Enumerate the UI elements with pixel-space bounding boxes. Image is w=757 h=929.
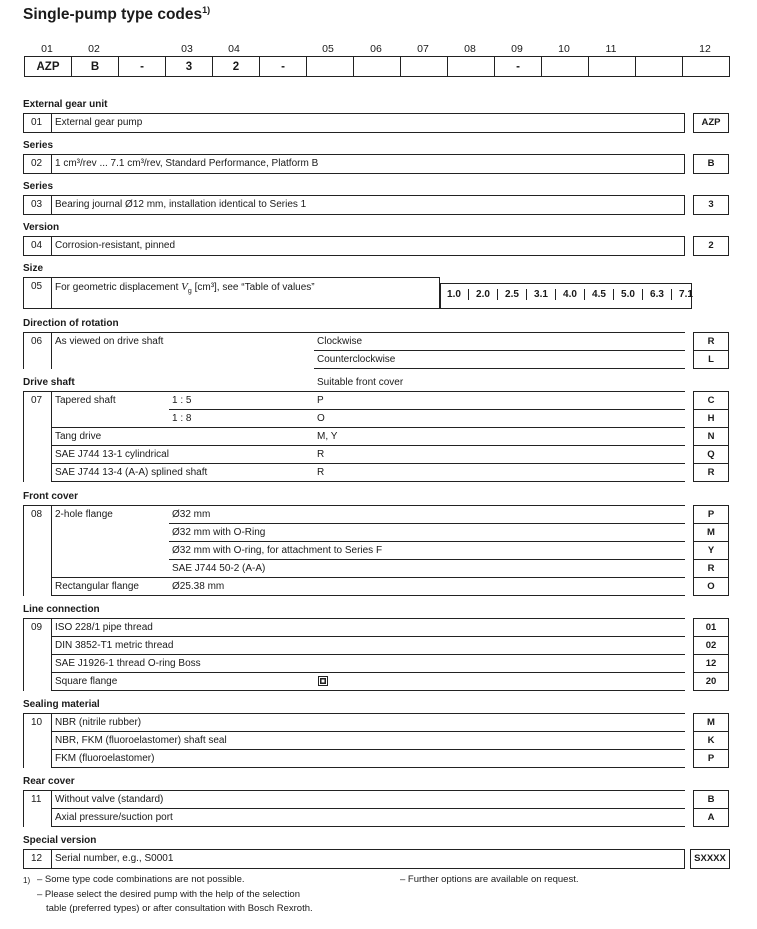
col-number: 12 — [699, 43, 711, 55]
page-title: Single-pump type codes$^{1)}$ — [23, 5, 211, 23]
row-number: 07 — [31, 395, 43, 406]
type-code: B — [707, 158, 715, 169]
footnote-text: – Some type code combinations are not possible. — [37, 874, 245, 885]
code-cell — [635, 56, 683, 77]
type-code: R — [707, 467, 715, 478]
row-number: 08 — [31, 509, 43, 520]
type-code: A — [707, 812, 715, 823]
type-code: K — [707, 735, 715, 746]
code-cell: AZP — [24, 56, 72, 77]
size-value: 7.1 — [671, 289, 700, 300]
type-code: R — [707, 336, 715, 347]
section-title: Sealing material — [23, 699, 100, 710]
type-code: 02 — [705, 640, 717, 651]
row-description: For geometric displacement $V_g$ [cm³], see “Table of values” — [55, 281, 315, 295]
row-description: As viewed on drive shaft — [55, 336, 164, 347]
size-values — [440, 289, 700, 300]
type-code: N — [707, 431, 715, 442]
option-label: Axial pressure/suction port — [55, 812, 173, 823]
size-value: 6.3 — [642, 289, 671, 300]
option-label: Counterclockwise — [317, 354, 396, 365]
section-title: Direction of rotation — [23, 318, 119, 329]
option-label: DIN 3852-T1 metric thread — [55, 640, 174, 651]
front-cover: O — [317, 413, 325, 424]
section-title: Version — [23, 222, 60, 233]
front-cover: R — [317, 467, 325, 478]
code-cell — [682, 56, 730, 77]
option-label: SAE J1926-1 thread O-ring Boss — [55, 658, 201, 669]
code-cell — [588, 56, 636, 77]
size-value: 2.5 — [497, 289, 526, 300]
cover-spec: Ø32 mm with O-ring, for attachment to Series F — [172, 545, 383, 556]
row-description: 1 cm³/rev ... 7.1 cm³/rev, Standard Performance, Platform B — [55, 158, 319, 169]
row-description: External gear pump — [55, 117, 143, 128]
shaft-ratio: 1 : 5 — [172, 395, 192, 406]
row-number: 05 — [31, 281, 43, 292]
row-number: 09 — [31, 622, 43, 633]
code-cell — [447, 56, 495, 77]
cover-spec: Ø25.38 mm — [172, 581, 225, 592]
row-number: 01 — [31, 117, 43, 128]
type-code: 20 — [705, 676, 717, 687]
section-title: Line connection — [23, 604, 100, 615]
row-description: Bearing journal Ø12 mm, installation identical to Series 1 — [55, 199, 307, 210]
size-value: 4.0 — [555, 289, 584, 300]
front-cover: R — [317, 449, 325, 460]
cover-type: 2-hole flange — [55, 509, 113, 520]
shaft-type: SAE J744 13-1 cylindrical — [55, 449, 169, 460]
shaft-type: Tapered shaft — [55, 395, 116, 406]
size-value: 2.0 — [468, 289, 497, 300]
section-title: Series — [23, 140, 54, 151]
type-code: H — [707, 413, 715, 424]
col-number: 10 — [558, 43, 570, 55]
code-cell — [353, 56, 401, 77]
section-title: Size — [23, 263, 44, 274]
type-code: SXXXX — [694, 853, 726, 864]
code-cell: - — [259, 56, 307, 77]
row-number: 04 — [31, 240, 43, 251]
option-label: NBR, FKM (fluoroelastomer) shaft seal — [55, 735, 227, 746]
size-value: 5.0 — [613, 289, 642, 300]
row-number: 10 — [31, 717, 43, 728]
shaft-ratio: 1 : 8 — [172, 413, 192, 424]
cover-spec: Ø32 mm with O-Ring — [172, 527, 266, 538]
code-cell: - — [494, 56, 542, 77]
type-code: M — [707, 527, 715, 538]
row-number: 06 — [31, 336, 43, 347]
option-label: ISO 228/1 pipe thread — [55, 622, 153, 633]
type-code: P — [707, 753, 715, 764]
footnote-text: table (preferred types) or after consultation with Bosch Rexroth. — [46, 903, 313, 914]
type-code: C — [707, 395, 715, 406]
size-value: 3.1 — [526, 289, 555, 300]
shaft-type: SAE J744 13-4 (A-A) splined shaft — [55, 467, 208, 478]
row-number: 12 — [31, 853, 43, 864]
type-code: L — [708, 354, 714, 365]
type-code: P — [707, 509, 715, 520]
col-number: 01 — [41, 43, 53, 55]
size-value: 4.5 — [584, 289, 613, 300]
cover-type: Rectangular flange — [55, 581, 139, 592]
section-title: External gear unit — [23, 99, 108, 110]
footnote-text: – Please select the desired pump with the help of the selection — [37, 889, 300, 900]
code-cell — [306, 56, 354, 77]
row-description: Corrosion-resistant, pinned — [55, 240, 176, 251]
type-code: M — [707, 717, 715, 728]
col-number: 11 — [605, 43, 617, 55]
col-number: 03 — [181, 43, 193, 55]
title-footnote-marker: 1) — [202, 5, 211, 15]
square-flange-icon — [318, 676, 328, 686]
type-code: 2 — [708, 240, 714, 251]
code-cell — [541, 56, 589, 77]
type-code: 12 — [705, 658, 717, 669]
type-code: 01 — [705, 622, 717, 633]
code-cell: B — [71, 56, 119, 77]
type-code: AZP — [701, 117, 721, 128]
type-code: 3 — [708, 199, 714, 210]
code-cell: 3 — [165, 56, 213, 77]
section-title: Rear cover — [23, 776, 75, 787]
col-number: 09 — [511, 43, 523, 55]
size-value: 1.0 — [447, 289, 461, 300]
column-header: Suitable front cover — [317, 377, 404, 388]
type-code: Y — [707, 545, 715, 556]
col-number: 05 — [322, 43, 334, 55]
row-number: 11 — [31, 794, 42, 805]
option-label: Without valve (standard) — [55, 794, 164, 805]
col-number: 02 — [88, 43, 100, 55]
type-code: R — [707, 563, 715, 574]
type-code: B — [707, 794, 715, 805]
row-number: 03 — [31, 199, 43, 210]
col-number: 08 — [464, 43, 476, 55]
option-label: Clockwise — [317, 336, 363, 347]
type-code: Q — [707, 449, 715, 460]
cover-spec: SAE J744 50-2 (A-A) — [172, 563, 266, 574]
col-number: 06 — [370, 43, 382, 55]
front-cover: M, Y — [317, 431, 338, 442]
code-cell — [400, 56, 448, 77]
cover-spec: Ø32 mm — [172, 509, 211, 520]
section-title: Front cover — [23, 491, 79, 502]
type-code: O — [707, 581, 715, 592]
section-title: Series — [23, 181, 54, 192]
footnote-text: – Further options are available on request. — [400, 874, 579, 885]
section-title: Special version — [23, 835, 97, 846]
front-cover: P — [317, 395, 324, 406]
code-cell: 2 — [212, 56, 260, 77]
option-label: FKM (fluoroelastomer) — [55, 753, 155, 764]
option-label: Square flange — [55, 676, 118, 687]
col-number: 04 — [228, 43, 240, 55]
code-cell: - — [118, 56, 166, 77]
shaft-type: Tang drive — [55, 431, 102, 442]
option-label: NBR (nitrile rubber) — [55, 717, 142, 728]
row-description: Serial number, e.g., S0001 — [55, 853, 174, 864]
col-number: 07 — [417, 43, 429, 55]
section-title: Drive shaft — [23, 377, 75, 388]
footnote-marker: 1) — [23, 876, 31, 885]
row-number: 02 — [31, 158, 43, 169]
